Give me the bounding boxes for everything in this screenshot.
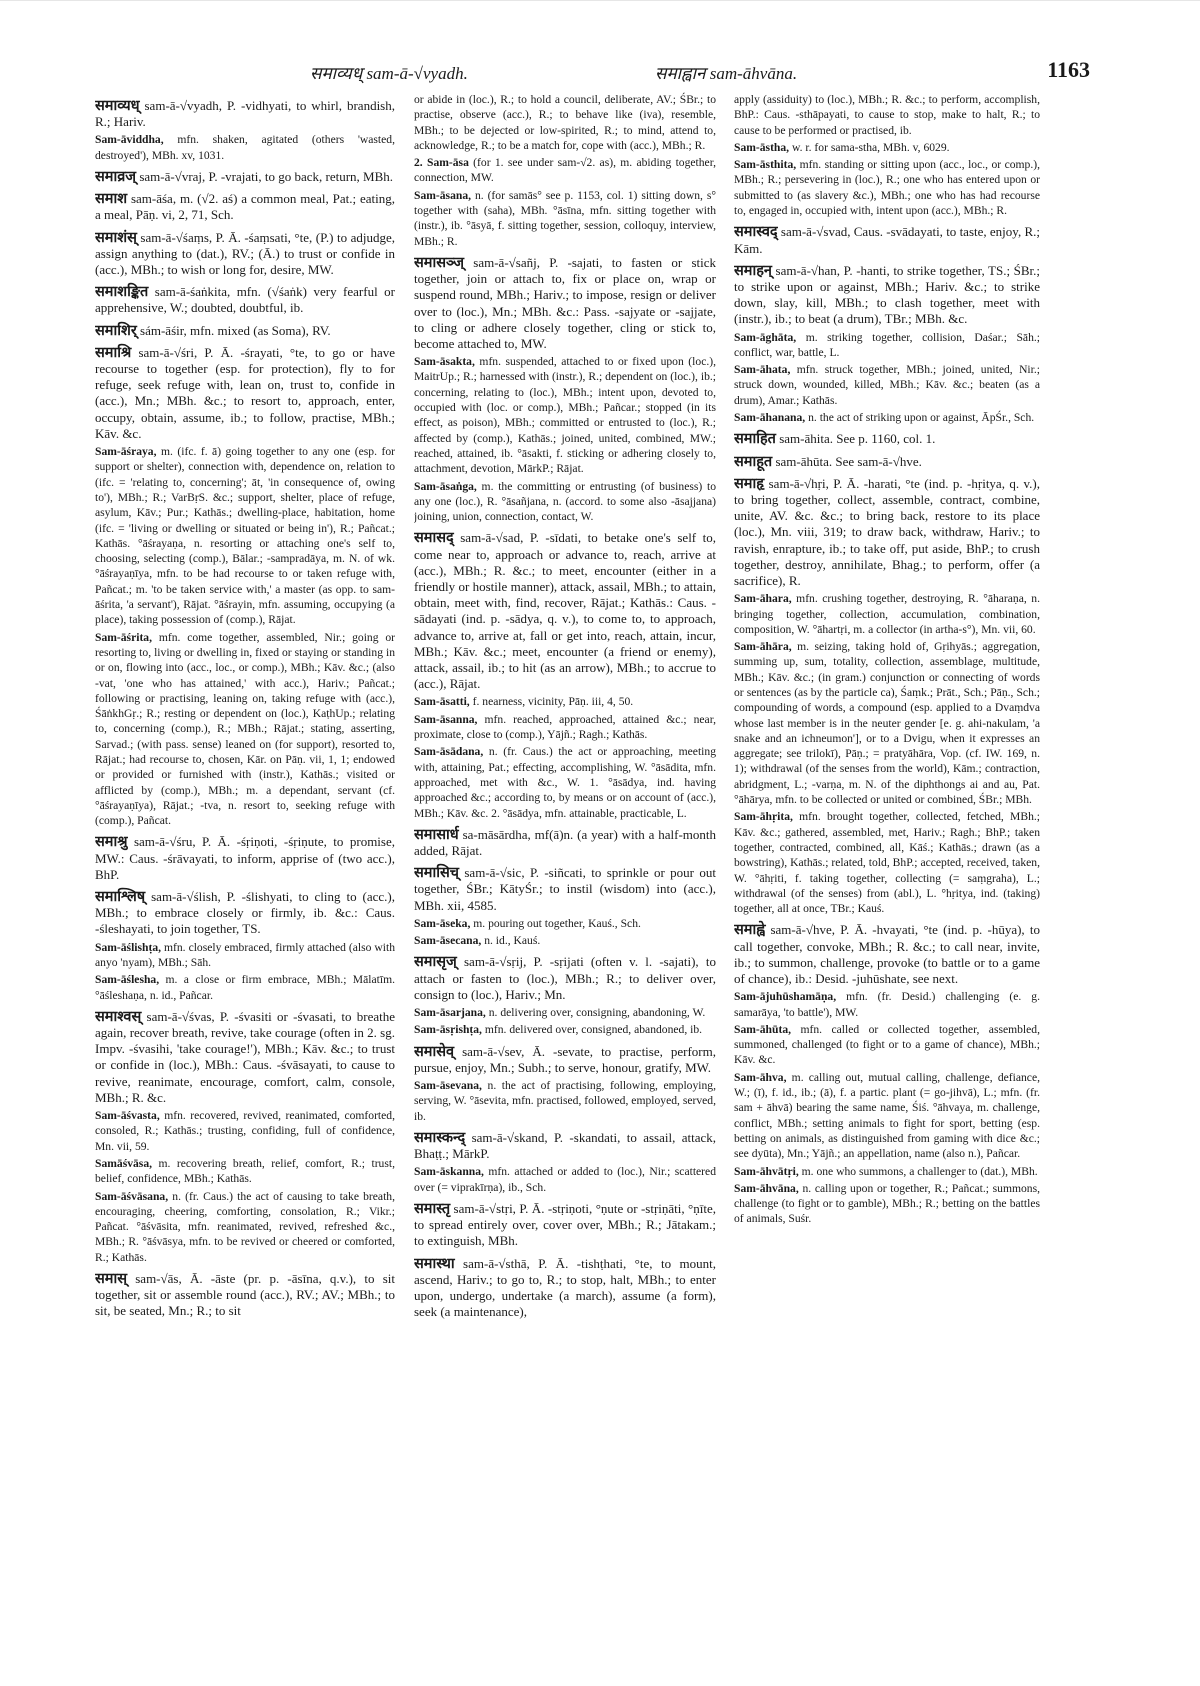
sub-entry — [95, 972, 395, 1003]
sub-entry — [414, 479, 716, 525]
entry-definition: sam-ā-√sthā, P. Ā. -tishṭhati, °te, to mount, ascend, Hariv.; to go to, R.; to stop, halt, MBh.; to enter upon, undergo, undertake (a march), assume (a form), seek (a maintenance), — [414, 1255, 716, 1320]
main-entry — [734, 224, 1040, 256]
continued-entry — [414, 92, 716, 153]
main-entry — [734, 431, 1040, 447]
entry-definition: mfn. closely embraced, firmly attached (also with anyo 'nyam), MBh.; Sāh. — [95, 940, 395, 969]
devanagari-headword: समासृज् — [414, 954, 457, 971]
sub-entry — [414, 1164, 716, 1195]
headword: Sam-āseka, — [414, 916, 471, 930]
entry-definition: sam-ā-√vyadh, P. -vidhyati, to whirl, brandish, R.; Hariv. — [95, 98, 395, 130]
running-header — [95, 55, 1090, 89]
devanagari-headword: समाहूत — [734, 453, 773, 470]
sub-entry — [734, 1181, 1040, 1227]
entry-definition: n. (for samās° see p. 1153, col. 1) sitting down, s° together with (saha), MBh. °āsīna, mfn. sitting together with (instr.), ib. °āsyā, f. sitting together, session, colloquy, interview, MBh.; R. — [414, 188, 716, 248]
entry-definition: m. seizing, taking hold of, Gṛihyās.; aggregation, summing up, sum, totality, collection, assemblage, multitude, MBh.; Kāv. &c.; (in gram.) conjunction or connecting of words or sentences (as by the particle ca), Śaṃk.; Prāt., Sch.; Pāṇ., Sch.; compounding of words, a compound (esp. applied to a Dvaṃdva whose last member is in the neuter gender [e. g. ahi-nakulam, 'a snake and an ichneumon'], or to a Dvigu, when it expresses an aggregate; see trilokī), Pāṇ.; = pratyāhāra, Vop. (cf. IW. 169, n. 1); withdrawal (of the senses from the world), Kām.; contraction, abridgment, L.; -varṇa, m. N. of the diphthongs ai and au, Pat. °āhārya, mfn. to be collected or united or combined, ŚBr.; MBh. — [734, 640, 1040, 807]
headword: Sam-āsanna, — [414, 712, 478, 726]
main-entry — [95, 345, 395, 442]
headword: Samāśvāsa, — [95, 1156, 153, 1170]
sub-entry — [95, 444, 395, 628]
sub-entry — [734, 362, 1040, 408]
entry-definition: m. recovering breath, relief, comfort, R.; trust, belief, confidence, MBh.; Kathās. — [95, 1156, 395, 1186]
headword: Sam-āhṛita, — [734, 810, 793, 824]
headword: Sam-āsecana, — [414, 934, 482, 948]
sub-entry — [95, 940, 395, 971]
headword: Sam-āsādana, — [414, 745, 484, 759]
sub-entry — [95, 1108, 395, 1154]
sub-entry — [414, 1078, 716, 1124]
devanagari-headword: समाश्रि — [95, 344, 132, 361]
sub-entry — [414, 916, 716, 931]
column-1 — [95, 92, 395, 1662]
entry-definition: sám-āśir, mfn. mixed (as Soma), RV. — [136, 322, 331, 338]
main-entry — [734, 922, 1040, 987]
entry-definition: m. striking together, collision, Daśar.; Sāh.; conflict, war, battle, L. — [734, 330, 1040, 359]
column-3 — [734, 92, 1040, 1662]
main-entry — [414, 954, 716, 1003]
entry-definition: mfn. brought together, collected, fetched, MBh.; Kāv. &c.; gathered, assembled, met, Hariv.; Ragh.; BhP.; taken together, contracted, combined, all, Kāś.; Kathās.; drawn (as a bowstring), Kathās.; related, told, BhP.; accepted, received, taken, W. °āhṛiti, f. taking together, collecting (= saṃgraha), L.; withdrawal (of the senses) from (abl.), L. °hṛitya, ind. (taking) together, all at once, TBr.; Kauś. — [734, 810, 1040, 916]
main-entry — [95, 98, 395, 130]
headword: Sam-āsṛishṭa, — [414, 1023, 482, 1037]
entry-definition: n. the act of practising, following, employing, serving, W. °āsevita, mfn. practised, followed, employed, served, ib. — [414, 1079, 716, 1123]
entry-definition: sam-ā-√śri, P. Ā. -śrayati, °te, to go or have recourse to together (esp. for protection), fly to for refuge, seek refuge with, lean on, trust to, confide in (acc.), Mn.; MBh. &c.; to resort to, approach, enter, occupy, obtain, assume, ib.; to follow, practise, MBh.; Kāv. &c. — [95, 344, 395, 441]
sub-entry — [414, 744, 716, 820]
entry-definition: mfn. delivered over, consigned, abandoned, ib. — [481, 1023, 703, 1037]
page-number: 1163 — [1047, 57, 1090, 82]
sub-entry — [95, 132, 395, 163]
devanagari-headword: समास् — [95, 1271, 128, 1288]
entry-definition: w. r. for sama-stha, MBh. v, 6029. — [789, 140, 950, 154]
sub-entry — [95, 1189, 395, 1265]
entry-definition: mfn. struck together, MBh.; joined, united, Nir.; struck down, wounded, killed, MBh.; Kāv. &c.; beaten (as a drum), Amar.; Kathās. — [734, 363, 1040, 407]
entry-definition: sam-āhita. See p. 1160, col. 1. — [775, 431, 936, 447]
main-entry — [95, 169, 395, 185]
devanagari-headword: समास्तृ — [414, 1200, 451, 1217]
entry-definition: sam-ā-√śaṃs, P. Ā. -śaṃsati, °te, (P.) to adjudge, assign anything to (dat.), RV.; (Ā.) to trust or confide in (acc.), MBh.; to wish or long for, desire, MW. — [95, 229, 395, 278]
entry-definition: n. (fr. Caus.) the act or approaching, meeting with, attaining, Pat.; effecting, accomplishing, W. °āsādita, mfn. approached, met with &c., W. 1. °āsādya, ind. having approached &c.; according to, by means or on account of (acc.), MBh.; Kāv. &c. 2. °āsādya, mfn. attainable, practicable, L. — [414, 745, 716, 820]
main-entry — [95, 230, 395, 279]
main-entry — [414, 530, 716, 692]
main-entry — [95, 1271, 395, 1320]
headword: Sam-āsarjana, — [414, 1006, 486, 1020]
devanagari-headword: समासञ्ज् — [414, 254, 465, 271]
devanagari-headword: समाश्रु — [95, 834, 128, 851]
headword: Sam-āsevana, — [414, 1079, 482, 1093]
entry-definition: mfn. standing or sitting upon (acc., loc., or comp.), MBh.; R.; persevering in (loc.), R.; one who has entered upon or submitted to (as slavery &c.), MBh.; one who has had recourse to, engaged in, occupied with, intent upon (acc.), MBh.; R. — [734, 158, 1040, 218]
devanagari-headword: समाश — [95, 191, 128, 208]
entry-definition: n. id., Kauś. — [481, 934, 541, 948]
entry-definition: sam-√ās, Ā. -āste (pr. p. -āsīna, q.v.), to sit together, sit or assemble round (acc.), RV.; AV.; MBh.; to sit, be seated, Mn.; R.; to sit — [95, 1271, 395, 1319]
devanagari-headword: समाशंस् — [95, 229, 137, 246]
entry-definition: sam-ā-√hve, P. Ā. -hvayati, °te (ind. p. -hūya), to call together, convoke, MBh.; R. &c.; to call near, invite, ib.; to summon, challenge, provoke (to battle or to a game of chance), ib.: Desid. -juhūshate, see next. — [734, 922, 1040, 987]
main-entry — [414, 1044, 716, 1076]
sub-entry — [734, 639, 1040, 807]
devanagari-headword: समाव्रज् — [95, 169, 137, 185]
headword: Sam-āsthita, — [734, 158, 797, 172]
devanagari-headword: समास्था — [414, 1255, 455, 1272]
headword: Sam-āhūta, — [734, 1022, 792, 1036]
devanagari-headword: समासार्ध — [414, 826, 459, 843]
sub-entry — [95, 1156, 395, 1187]
main-entry — [414, 255, 716, 352]
sub-entry — [414, 155, 716, 186]
entry-definition: m. (ifc. f. ā) going together to any one (esp. for support or shelter), connection with, dependence on, relation to (ifc. = 'relating to, concerning'; āt, 'in consequence of, owing to'), MBh.; R.; VarBṛS. &c.; support, shelter, place of refuge, asylum, Kāv.; Pur.; Kathās.; dwelling-place, habitation, home (ifc. = 'living or dwelling or situated or being in'), R.; Pañcat.; Kathās. °āśrayaṇa, n. resorting or attaching one's self to, choosing, selecting (comp.), Bālar.; -sampradāya, m. N. of wk. °āśrayaṇīya, mfn. to be had recourse to or taken refuge with, Pañcat.; m. 'to be taken service with,' a master (as opp. to sam-āśrita, 'a servant'), Rājat. °āśrayin, mfn. assuming, occupying (a place), taking possession of (comp.), Rājat. — [95, 445, 395, 627]
sub-entry — [734, 989, 1040, 1020]
sub-entry — [734, 809, 1040, 916]
entry-definition: sam-āhūta. See sam-ā-√hve. — [772, 453, 922, 469]
devanagari-headword: समाव्यध् — [95, 98, 140, 114]
headword: Sam-āślesha, — [95, 973, 160, 987]
entry-definition: mfn. (fr. Desid.) challenging (e. g. samarāya, 'to battle'), MW. — [734, 990, 1040, 1019]
entry-definition: n. the act of striking upon or against, ĀpŚr., Sch. — [805, 411, 1035, 425]
devanagari-headword: समाश्लिष् — [95, 889, 146, 906]
entry-definition: m. calling out, mutual calling, challenge, defiance, W.; (ī), f. id., ib.; (ā), f. a partic. plant (= go-jihvā), L.; mfn. (fr. sam + āhvā) bearing the same name, Śiś. °āhvaya, m. challenge, conflict, MBh.; setting animals to fight for sport, betting (esp. betting on animals, as distinguished from gaming with dice &c.; see dyūta), Mn.; Yājñ.; an appellation, name (also n.), Pañcar. — [734, 1070, 1040, 1161]
headword: 2. Sam-āsa — [414, 156, 469, 170]
devanagari-headword: समाहन् — [734, 262, 772, 279]
scan-speck — [0, 0, 1200, 1]
headword: Sam-āviddha, — [95, 133, 164, 147]
column-2 — [414, 92, 716, 1662]
entry-definition: mfn. suspended, attached to or fixed upon (loc.), MaitrUp.; R.; harnessed with (instr.), R.; dependent on (loc.), ib.; concerning, relating to (loc.), MBh.; intent upon, devoted to, occupied with (loc. or comp.), MBh.; Pañcar.; stopped (in its effect, as poison), MBh.; committed or entrusted to (loc.), R.; affected by (comp.), Kathās.; joined, united, combined, MW.; reached, attained, ib. °āsakti, f. sticking or adhering closely to, attachment, devotion, MārkP.; Rājat. — [414, 355, 716, 476]
headword: Sam-ājuhūshamāṇa, — [734, 990, 837, 1004]
header-center-guide-word: समाह्वान sam-āhvāna. — [655, 64, 798, 83]
entry-definition: sam-ā-√ślish, P. -ślishyati, to cling to (acc.), MBh.; to embrace closely or firmly, ib. &c.: Caus. -śleshayati, to join together, TS. — [95, 889, 395, 937]
entry-definition: sam-ā-√sic, P. -siñcati, to sprinkle or pour out together, ŚBr.; KātyŚr.; to instil (wisdom) into (acc.), MBh. xii, 4585. — [414, 865, 716, 913]
headword: Sam-āśvasta, — [95, 1109, 160, 1123]
sub-entry — [734, 330, 1040, 361]
devanagari-headword: समास्कन्द् — [414, 1129, 466, 1146]
devanagari-headword: समाह्वे — [734, 922, 766, 939]
sub-entry — [734, 591, 1040, 637]
continued-entry — [734, 92, 1040, 138]
entry-definition: m. the committing or entrusting (of business) to any one (loc.), R. °āsañjana, n. (accord. to some also -āsajjana) joining, union, connection, contact, W. — [414, 479, 716, 524]
headword: Sam-āhanana, — [734, 411, 806, 425]
entry-definition: sam-ā-√śvas, P. -śvasiti or -śvasati, to breathe again, recover breath, revive, take courage (often in 2. sg. Impv. -śvasihi, 'take courage!'), MBh.; Kāv. &c.; to trust or confide in (loc.), MBh.: Caus. -śvāsayati, to cause to revive, reanimate, encourage, comfort, calm, console, MBh.; R. &c. — [95, 1008, 395, 1105]
headword: Sam-āghāta, — [734, 330, 797, 344]
entry-definition: sam-ā-√sev, Ā. -sevate, to practise, perform, pursue, enjoy, Mn.; Subh.; to serve, honour, gratify, MW. — [414, 1043, 716, 1075]
main-entry — [414, 1201, 716, 1250]
entry-definition: mfn. shaken, agitated (others 'wasted, destroyed'), MBh. xv, 1031. — [95, 133, 395, 162]
sub-entry — [414, 188, 716, 249]
entry-definition: n. calling upon or together, R.; Pañcat.; summons, challenge (to fight or to gamble), MBh.; R.; betting on the battles of animals, Suśr. — [734, 1181, 1040, 1226]
headword: Sam-āsatti, — [414, 695, 470, 709]
main-entry — [734, 476, 1040, 589]
headword: Sam-āhata, — [734, 363, 791, 377]
entry-definition: mfn. crushing together, destroying, R. °āharaṇa, n. bringing together, collection, accumulation, combination, composition, W. °āhartṛi, m. a collector (in artha-s°), Mn. vii, 60. — [734, 592, 1040, 636]
devanagari-headword: समासद् — [414, 530, 454, 547]
headword: Sam-āsaṅga, — [414, 479, 477, 493]
main-entry — [734, 263, 1040, 328]
sub-entry — [414, 712, 716, 743]
headword: Sam-āsakta, — [414, 355, 475, 369]
main-entry — [95, 1009, 395, 1106]
main-entry — [734, 454, 1040, 470]
headword: Sam-āskanna, — [414, 1165, 484, 1179]
headword: Sam-āhva, — [734, 1070, 787, 1084]
headword: Sam-āhvāna, — [734, 1181, 799, 1195]
sub-entry — [414, 1022, 716, 1037]
sub-entry — [734, 1164, 1040, 1179]
entry-definition: n. (fr. Caus.) the act of causing to take breath, encouraging, cheering, comforting, consolation, R.; Vikr.; Pañcat. °āśvāsita, mfn. reanimated, revived, refreshed &c., MBh.; R. °āśvāsya, mfn. to be revived or cheered or comforted, R.; Kathās. — [95, 1189, 395, 1264]
main-entry — [414, 827, 716, 859]
entry-definition: mfn. reached, approached, attained &c.; near, proximate, close to (comp.), Yājñ.; Ragh.; Kathās. — [414, 712, 716, 742]
sub-entry — [734, 157, 1040, 218]
devanagari-headword: समाशिर् — [95, 322, 137, 339]
headword: Sam-āstha, — [734, 140, 790, 154]
main-entry — [95, 284, 395, 316]
entry-definition: n. delivering over, consigning, abandoning, W. — [485, 1006, 706, 1020]
entry-definition: sam-ā-√sad, P. -sīdati, to betake one's self to, come near to, approach or advance to, reach, arrive at (acc.), MBh.; R. &c.; to meet, encounter (either in a friendly or hostile manner), attack, assail, MBh.; to attain, obtain, meet with, find, recover, Rājat.; Kathās.: Caus. -sādayati (ind. p. -sādya, q. v.), to come to, to approach, advance to, arrive at, fall or get into, reach, attain, incur, MBh.; Kāv. &c.; meet, encounter (a friend or enemy), attack, assail, ib.; to hit (as an arrow), MBh.; to accrue to (acc.), Rājat. — [414, 530, 716, 692]
headword: Sam-āśrita, — [95, 630, 152, 644]
main-entry — [414, 865, 716, 914]
sub-entry — [414, 1005, 716, 1020]
main-entry — [95, 889, 395, 938]
entry-definition: or abide in (loc.), R.; to hold a council, deliberate, AV.; ŚBr.; to practise, observe (acc.), R.; to behave like (iva), resemble, MBh.; to be dejected or low-spirited, R.; to mind, attend to, acknowledge, R.; to be a match for, cope with (acc.), MBh.; R. — [414, 93, 716, 152]
sub-entry — [414, 694, 716, 709]
headword: Sam-āślishṭa, — [95, 940, 162, 954]
devanagari-headword: समाहृ — [734, 475, 765, 492]
entry-definition: sam-ā-√śru, P. Ā. -śṛiṇoti, -śṛiṇute, to promise, MW.: Caus. -śrāvayati, to inform, apprise of (two acc.), BhP. — [95, 834, 395, 882]
entry-definition: sam-ā-√sañj, P. -sajati, to fasten or stick together, join or attach to, fix or place on, wrap or suspend round, MBh.; Hariv.; to impose, resign or deliver over to (loc.), Mn.; MBh. &c.: Pass. -sajyate or -sajjate, to cling or adhere closely together, cling or stick to, become attached to, MW. — [414, 254, 716, 351]
entry-definition: m. a close or firm embrace, MBh.; Mālatīm. °āśleshaṇa, n. id., Pañcar. — [95, 973, 395, 1002]
main-entry — [95, 323, 395, 339]
sub-entry — [414, 933, 716, 948]
main-entry — [414, 1130, 716, 1162]
entry-definition: mfn. come together, assembled, Nir.; going or resorting to, living or dwelling in, fixed or staying or standing in or on, flowing into (acc., loc., or comp.), MBh.; Kāv. &c.; (also -vat, 'one who has attained,' with acc.), Hariv.; Pañcat.; following or practising, leaning on, taking refuge with (acc.), ŚāṅkhGṛ.; R.; resting or dependent on (loc.), KaṭhUp.; relating to, concerning (comp.), R.; MBh.; Rājat.; stating, asserting, Sarvad.; (with pass. sense) leaned on (for support), resorted to, Rājat.; had recourse to, chosen, Kār. on Pāṇ. vii, 1, 1; endowed or provided or furnished with (instr.), Kathās.; visited or afflicted by (comp.), MBh.; m. a dependant, servant (cf. °āśrayaṇīya), Rājat.; -tva, n. resort to, seeking refuge with (comp.), Pañcat. — [95, 630, 395, 828]
entry-definition: sam-āśa, m. (√2. aś) a common meal, Pat.; eating, a meal, Pāṇ. vi, 2, 71, Sch. — [95, 191, 395, 223]
entry-definition: sam-ā-√sṛij, P. -sṛijati (often v. l. -sajati), to attach or fasten to (loc.), MBh.; R.; to deliver over, consign to (loc.), Hariv.; Mn. — [414, 954, 716, 1002]
headword: Sam-āśvāsana, — [95, 1189, 169, 1203]
entry-definition: mfn. recovered, revived, reanimated, comforted, consoled, R.; Kathās.; trusting, confiding, full of confidence, Mn. vii, 59. — [95, 1109, 395, 1153]
entry-definition: m. pouring out together, Kauś., Sch. — [470, 916, 641, 930]
sub-entry — [734, 140, 1040, 155]
entry-definition: sam-ā-√stṛi, P. Ā. -stṛiṇoti, °ṇute or -stṛiṇāti, °ṇīte, to spread entirely over, cover over, MBh.; R.; Jātakam.; to extinguish, MBh. — [414, 1200, 716, 1249]
headword: Sam-āsana, — [414, 188, 472, 202]
entry-definition: sam-ā-śaṅkita, mfn. (√śaṅk) very fearful or apprehensive, W.; doubted, doubtful, ib. — [95, 284, 395, 316]
devanagari-headword: समाश्वस् — [95, 1008, 142, 1025]
devanagari-headword: समाशङ्कित — [95, 284, 149, 301]
headword: Sam-āhara, — [734, 592, 792, 606]
sub-entry — [734, 1070, 1040, 1162]
sub-entry — [95, 630, 395, 829]
sub-entry — [734, 410, 1040, 425]
entry-definition: (for 1. see under sam-√2. as), m. abiding together, connection, MW. — [414, 156, 716, 185]
devanagari-headword: समासिच् — [414, 865, 459, 882]
devanagari-headword: समाहित — [734, 431, 776, 448]
entry-definition: sa-māsārdha, mf(ā)n. (a year) with a half-month added, Rājat. — [414, 826, 716, 859]
entry-definition: f. nearness, vicinity, Pāṇ. iii, 4, 50. — [469, 695, 634, 709]
entry-definition: apply (assiduity) to (loc.), MBh.; R. &c.; to perform, accomplish, BhP.: Caus. -sthāpayati, to cause to stop, make to halt, R.; to cause to be performed or practised, ib. — [734, 93, 1040, 137]
main-entry — [95, 191, 395, 223]
headword: Sam-āhāra, — [734, 640, 792, 654]
sub-entry — [414, 354, 716, 476]
headword: Sam-āhvātṛi, — [734, 1164, 799, 1178]
entry-definition: sam-ā-√hṛi, P. Ā. -harati, °te (ind. p. -hṛitya, q. v.), to bring together, collect, assemble, contract, combine, unite, AV. &c. &c.; to bring back, restore to its place (loc.), Mn. viii, 319; to draw back, withdraw, Hariv.; to ravish, enrapture, ib.; to take off, put aside, BhP.; to crush together, destroy, annihilate, Bhag.; to perform, offer (a sacrifice), R. — [734, 475, 1040, 588]
entry-definition: sam-ā-√vraj, P. -vrajati, to go back, return, MBh. — [136, 169, 394, 184]
entry-definition: m. one who summons, a challenger to (dat.), MBh. — [798, 1164, 1038, 1178]
entry-definition: mfn. attached or added to (loc.), Nir.; scattered over (= viprakīrṇa), ib., Sch. — [414, 1165, 716, 1194]
devanagari-headword: समासेव् — [414, 1043, 455, 1060]
entry-definition: sam-ā-√han, P. -hanti, to strike together, TS.; ŚBr.; to strike upon or against, MBh.; Hariv. &c.; to strike down, slay, kill, MBh.; to clash together, meet with (instr.), ib.; to beat (a drum), TBr.; MBh. &c. — [734, 262, 1040, 327]
entry-definition: mfn. called or collected together, assembled, summoned, challenged (to fight or to a game of chance), MBh.; Kāv. &c. — [734, 1022, 1040, 1067]
headword: Sam-āśraya, — [95, 445, 157, 459]
devanagari-headword: समास्वद् — [734, 224, 778, 241]
main-entry — [95, 834, 395, 883]
header-left-guide-word: समाव्यध् sam-ā-√vyadh. — [310, 64, 468, 83]
sub-entry — [734, 1022, 1040, 1068]
main-entry — [414, 1256, 716, 1321]
entry-definition: sam-ā-√svad, Caus. -svādayati, to taste, enjoy, R.; Kām. — [734, 224, 1040, 256]
entry-definition: sam-ā-√skand, P. -skandati, to assail, attack, Bhaṭṭ.; MārkP. — [414, 1129, 716, 1162]
